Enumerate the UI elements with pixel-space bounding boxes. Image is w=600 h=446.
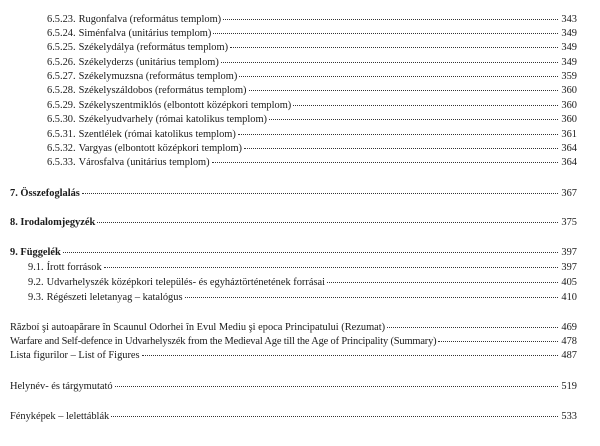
dot-leader xyxy=(221,62,558,63)
entry-title: Vargyas (elbontott középkori templom) xyxy=(78,143,243,154)
chapter-title: 8. Irodalomjegyzék xyxy=(10,217,96,228)
entry-number: 9.1. xyxy=(28,262,44,273)
entry-page: 359 xyxy=(561,71,577,82)
dot-leader xyxy=(142,355,558,356)
toc-entry xyxy=(47,99,577,112)
dot-leader xyxy=(327,282,558,283)
dot-leader xyxy=(293,105,558,106)
toc-chapter-8 xyxy=(10,216,577,229)
dot-leader xyxy=(269,119,558,120)
entry-number: 6.5.29. xyxy=(47,100,76,111)
entry-number: 9.3. xyxy=(28,292,44,303)
entry-page: 361 xyxy=(561,129,577,140)
entry-title: Udvarhelyszék középkori település- és egyháztörténetének forrásai xyxy=(46,277,325,288)
entry-title: Írott források xyxy=(46,262,102,273)
entry-page: 469 xyxy=(561,322,577,333)
dot-leader xyxy=(438,341,558,342)
entry-page: 478 xyxy=(561,336,577,347)
entry-number: 6.5.25. xyxy=(47,42,76,53)
entry-page: 343 xyxy=(561,14,577,25)
dot-leader xyxy=(238,134,558,135)
entry-title: Városfalva (unitárius templom) xyxy=(78,157,210,168)
toc-summary-romanian xyxy=(10,321,577,334)
chapter-title: 9. Függelék xyxy=(10,247,61,258)
toc-index xyxy=(10,380,577,393)
entry-page: 397 xyxy=(561,262,577,273)
entry-page: 519 xyxy=(561,381,577,392)
toc-photos xyxy=(10,410,577,423)
dot-leader xyxy=(115,386,558,387)
toc-entry xyxy=(47,27,577,40)
toc-entry xyxy=(47,70,577,83)
entry-number: 6.5.27. xyxy=(47,71,76,82)
entry-number: 6.5.28. xyxy=(47,85,76,96)
chapter-page: 367 xyxy=(561,188,577,199)
toc-entry xyxy=(47,13,577,26)
entry-title: Lista figurilor – List of Figures xyxy=(10,350,140,361)
dot-leader xyxy=(244,148,558,149)
entry-page: 349 xyxy=(561,42,577,53)
entry-page: 349 xyxy=(561,28,577,39)
entry-number: 9.2. xyxy=(28,277,44,288)
entry-title: Fényképek – lelettáblák xyxy=(10,411,110,422)
toc-entry xyxy=(28,261,577,274)
toc-entry xyxy=(47,41,577,54)
entry-title: Székelyderzs (unitárius templom) xyxy=(78,57,219,68)
toc-entry xyxy=(28,291,577,304)
toc-entry xyxy=(47,113,577,126)
entry-page: 360 xyxy=(561,85,577,96)
entry-page: 533 xyxy=(561,411,577,422)
dot-leader xyxy=(213,33,558,34)
entry-number: 6.5.33. xyxy=(47,157,76,168)
entry-page: 360 xyxy=(561,100,577,111)
entry-title: Székelyudvarhely (római katolikus templom) xyxy=(78,114,268,125)
toc-list-of-figures xyxy=(10,349,577,362)
entry-page: 349 xyxy=(561,57,577,68)
dot-leader xyxy=(223,19,558,20)
toc-entry xyxy=(47,142,577,155)
dot-leader xyxy=(230,47,558,48)
toc-summary-english xyxy=(10,335,577,348)
entry-number: 6.5.30. xyxy=(47,114,76,125)
entry-title: Székelyszáldobos (református templom) xyxy=(78,85,247,96)
toc-chapter-7 xyxy=(10,187,577,200)
entry-page: 364 xyxy=(561,143,577,154)
entry-title: Siménfalva (unitárius templom) xyxy=(78,28,212,39)
entry-title: Rugonfalva (református templom) xyxy=(78,14,222,25)
entry-title: Régészeti leletanyag – katalógus xyxy=(46,292,183,303)
dot-leader xyxy=(212,162,558,163)
entry-page: 487 xyxy=(561,350,577,361)
toc-entry xyxy=(28,276,577,289)
dot-leader xyxy=(111,416,558,417)
entry-number: 6.5.31. xyxy=(47,129,76,140)
entry-number: 6.5.32. xyxy=(47,143,76,154)
toc-entry xyxy=(47,56,577,69)
entry-page: 410 xyxy=(561,292,577,303)
entry-page: 364 xyxy=(561,157,577,168)
entry-number: 6.5.26. xyxy=(47,57,76,68)
entry-title: Warfare and Self-defence in Udvarhelyszék from the Medieval Age till the Age of Principality (Summary) xyxy=(10,336,437,347)
entry-title: Székelydálya (református templom) xyxy=(78,42,229,53)
toc-entry xyxy=(47,156,577,169)
dot-leader xyxy=(249,90,558,91)
entry-page: 405 xyxy=(561,277,577,288)
dot-leader xyxy=(104,267,558,268)
dot-leader xyxy=(63,252,558,253)
chapter-page: 397 xyxy=(561,247,577,258)
entry-title: Székelyszentmiklós (elbontott középkori templom) xyxy=(78,100,292,111)
entry-title: Székelymuzsna (református templom) xyxy=(78,71,238,82)
toc-chapter-9 xyxy=(10,246,577,259)
entry-number: 6.5.24. xyxy=(47,28,76,39)
dot-leader xyxy=(239,76,558,77)
chapter-page: 375 xyxy=(561,217,577,228)
dot-leader xyxy=(387,327,558,328)
toc-entry xyxy=(47,128,577,141)
entry-title: Szentlélek (római katolikus templom) xyxy=(78,129,236,140)
toc-entry xyxy=(47,84,577,97)
chapter-title: 7. Összefoglalás xyxy=(10,188,80,199)
entry-title: Războí şi autoapărare în Scaunul Odorhei în Evul Mediu şi epoca Principatului (Rezumat) xyxy=(10,322,386,333)
dot-leader xyxy=(82,193,558,194)
entry-title: Helynév- és tárgymutató xyxy=(10,381,113,392)
entry-number: 6.5.23. xyxy=(47,14,76,25)
dot-leader xyxy=(97,222,558,223)
entry-page: 360 xyxy=(561,114,577,125)
dot-leader xyxy=(185,297,559,298)
